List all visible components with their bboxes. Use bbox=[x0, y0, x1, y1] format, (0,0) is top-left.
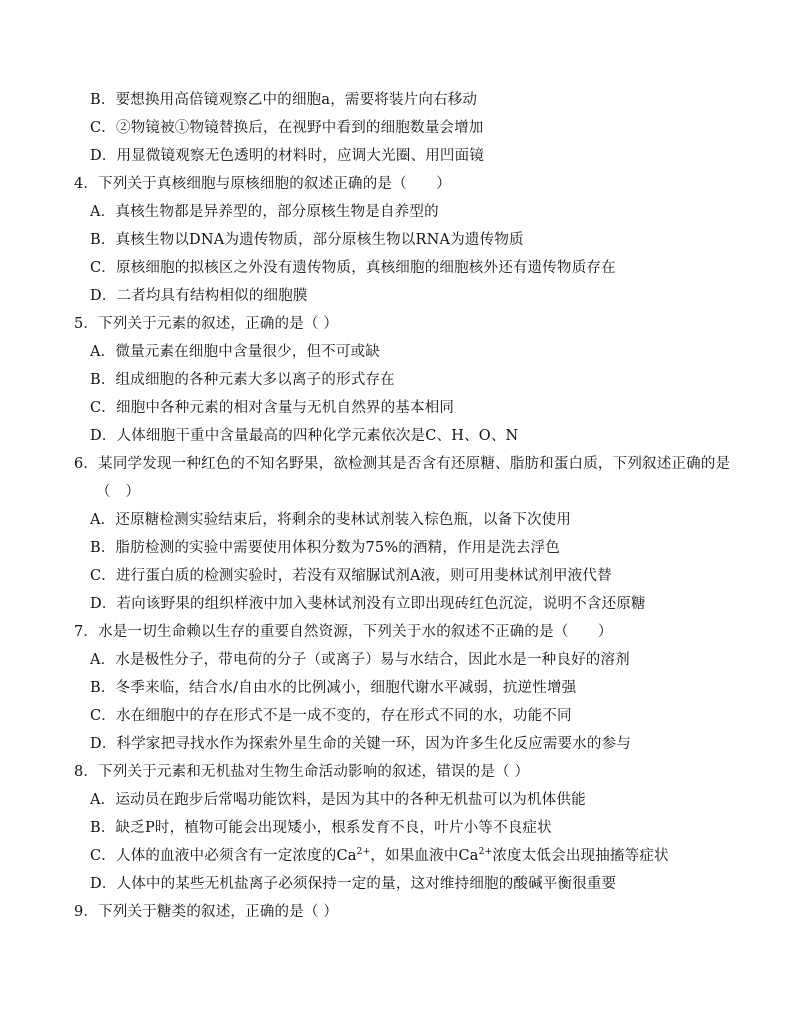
question-4: 4．下列关于真核细胞与原核细胞的叙述正确的是（ ） bbox=[74, 176, 451, 192]
question-8: 8．下列关于元素和无机盐对生物生命活动影响的叙述，错误的是（ ） bbox=[74, 764, 530, 780]
option-5b: B．组成细胞的各种元素大多以离子的形式存在 bbox=[90, 372, 395, 388]
option-4b: B．真核生物以DNA为遗传物质，部分原核生物以RNA为遗传物质 bbox=[90, 232, 524, 248]
question-9: 9．下列关于糖类的叙述，正确的是（ ） bbox=[74, 904, 339, 920]
option-8c-part2: ，如果血液中Ca bbox=[370, 848, 479, 864]
option-7c: C．水在细胞中的存在形式不是一成不变的，存在形式不同的水，功能不同 bbox=[90, 708, 572, 724]
option-8c bbox=[90, 846, 669, 866]
option-4a: A．真核生物都是异养型的，部分原核生物是自养型的 bbox=[90, 204, 439, 220]
ca-charge-superscript: 2+ bbox=[356, 847, 371, 857]
question-6-continuation: （ ） bbox=[96, 484, 141, 500]
option-5a: A．微量元素在细胞中含量很少，但不可或缺 bbox=[90, 344, 380, 360]
option-8c-part1: C．人体的血液中必须含有一定浓度的Ca bbox=[90, 848, 357, 864]
option-7b: B．冬季来临，结合水/自由水的比例减小，细胞代谢水平减弱，抗逆性增强 bbox=[90, 680, 577, 696]
option-7a: A．水是极性分子，带电荷的分子（或离子）易与水结合，因此水是一种良好的溶剂 bbox=[90, 652, 630, 668]
option-3d: D．用显微镜观察无色透明的材料时，应调大光圈、用凹面镜 bbox=[90, 148, 485, 164]
option-6c: C．进行蛋白质的检测实验时，若没有双缩脲试剂A液，则可用斐林试剂甲液代替 bbox=[90, 568, 612, 584]
option-6d: D．若向该野果的组织样液中加入斐林试剂没有立即出现砖红色沉淀，说明不含还原糖 bbox=[90, 596, 646, 612]
option-3b: B．要想换用高倍镜观察乙中的细胞a，需要将装片向右移动 bbox=[90, 92, 478, 108]
option-6a: A．还原糖检测实验结束后，将剩余的斐林试剂装入棕色瓶，以备下次使用 bbox=[90, 512, 572, 528]
question-7: 7．水是一切生命赖以生存的重要自然资源，下列关于水的叙述不正确的是（ ） bbox=[74, 624, 613, 640]
option-5d: D．人体细胞干重中含量最高的四种化学元素依次是C、H、O、N bbox=[90, 428, 519, 444]
option-8b: B．缺乏P时，植物可能会出现矮小，根系发育不良，叶片小等不良症状 bbox=[90, 820, 552, 836]
option-4d: D．二者均具有结构相似的细胞膜 bbox=[90, 288, 308, 304]
option-5c: C．细胞中各种元素的相对含量与无机自然界的基本相同 bbox=[90, 400, 455, 416]
option-8a: A．运动员在跑步后常喝功能饮料，是因为其中的各种无机盐可以为机体供能 bbox=[90, 792, 586, 808]
option-8c-part3: 浓度太低会出现抽搐等症状 bbox=[492, 848, 669, 864]
question-6: 6．某同学发现一种红色的不知名野果，欲检测其是否含有还原糖、脂肪和蛋白质，下列叙述正确的是 bbox=[74, 456, 731, 472]
option-6b: B．脂肪检测的实验中需要使用体积分数为75%的酒精，作用是洗去浮色 bbox=[90, 540, 560, 556]
option-7d: D．科学家把寻找水作为探索外星生命的关键一环，因为许多生化反应需要水的参与 bbox=[90, 736, 632, 752]
question-5: 5．下列关于元素的叙述，正确的是（ ） bbox=[74, 316, 339, 332]
ca-charge-superscript: 2+ bbox=[478, 847, 493, 857]
option-4c: C．原核细胞的拟核区之外没有遗传物质，真核细胞的细胞核外还有遗传物质存在 bbox=[90, 260, 616, 276]
option-8d: D．人体中的某些无机盐离子必须保持一定的量，这对维持细胞的酸碱平衡很重要 bbox=[90, 876, 617, 892]
option-3c: C．②物镜被①物镜替换后，在视野中看到的细胞数量会增加 bbox=[90, 120, 484, 136]
